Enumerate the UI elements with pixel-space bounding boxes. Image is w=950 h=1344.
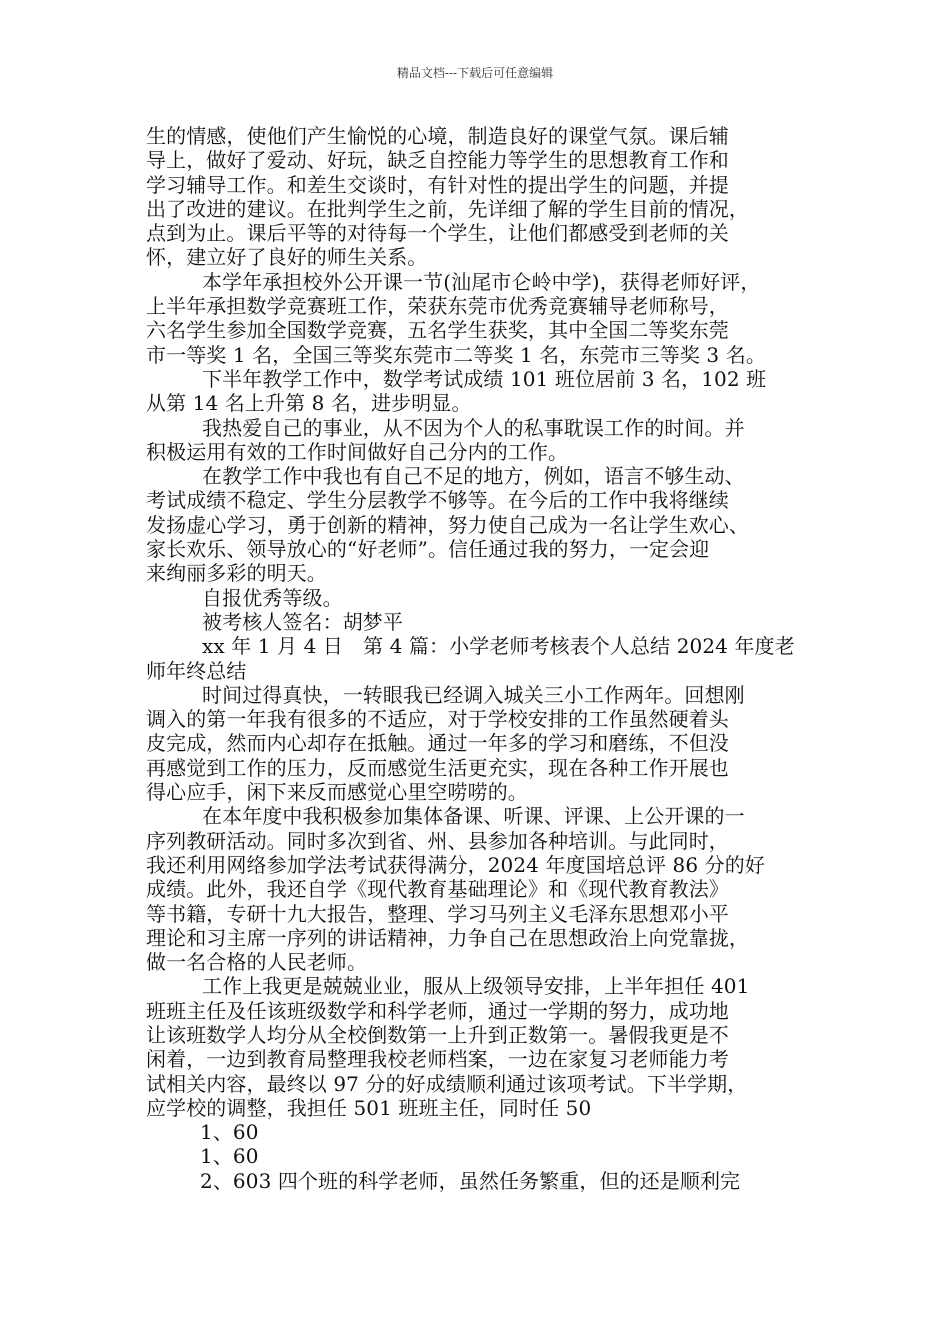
text-line: 上半年承担数学竞赛班工作，荣获东莞市优秀竞赛辅导老师称号， [146, 294, 729, 319]
text-line: 1、60 [200, 1120, 259, 1145]
text-line: 积极运用有效的工作时间做好自己分内的工作。 [146, 439, 569, 464]
text-line: 点到为止。课后平等的对待每一个学生，让他们都感受到老师的关 [146, 221, 729, 246]
text-line: xx 年 1 月 4 日 第 4 篇：小学老师考核表个人总结 2024 年度老 [202, 634, 795, 659]
text-line: 出了改进的建议。在批判学生之前，先详细了解的学生目前的情况， [146, 196, 749, 221]
text-line: 等书籍，专研十九大报告，整理、学习马列主义毛泽东思想邓小平 [146, 901, 729, 926]
text-line: 皮完成，然而内心却存在抵触。通过一年多的学习和磨练，不但没 [146, 731, 729, 756]
text-line: 导上，做好了爱动、好玩，缺乏自控能力等学生的思想教育工作和 [146, 148, 729, 173]
text-line: 本学年承担校外公开课一节(汕尾市仑岭中学)，获得老师好评， [202, 269, 761, 294]
text-line: 从第 14 名上升第 8 名，进步明显。 [146, 391, 472, 416]
text-line: 2、603 四个班的科学老师，虽然任务繁重，但的还是顺利完 [200, 1168, 741, 1193]
text-line: 下半年教学工作中，数学考试成绩 101 班位居前 3 名，102 班 [202, 366, 767, 391]
text-line: 自报优秀等级。 [202, 585, 343, 610]
text-line: 家长欢乐、领导放心的“好老师”。信任通过我的努力，一定会迎 [146, 537, 710, 562]
text-line: 师年终总结 [146, 658, 247, 683]
text-line: 生的情感，使他们产生愉悦的心境，制造良好的课堂气氛。课后辅 [146, 124, 729, 148]
text-line: 在教学工作中我也有自己不足的地方，例如，语言不够生动、 [202, 464, 745, 489]
text-line: 序列教研活动。同时多次到省、州、县参加各种培训。与此同时， [146, 828, 729, 853]
text-line: 来绚丽多彩的明天。 [146, 561, 327, 586]
text-line: 六名学生参加全国数学竞赛，五名学生获奖，其中全国二等奖东莞 [146, 318, 729, 343]
text-line: 被考核人签名：胡梦平 [202, 609, 403, 634]
text-line: 市一等奖 1 名，全国三等奖东莞市二等奖 1 名，东莞市三等奖 3 名。 [146, 342, 766, 367]
text-line: 1、60 [200, 1144, 259, 1169]
page-header: 精品文档---下载后可任意编辑 [396, 66, 554, 80]
text-line: 调入的第一年我有很多的不适应，对于学校安排的工作虽然硬着头 [146, 707, 729, 732]
text-line: 班班主任及任该班级数学和科学老师，通过一学期的努力，成功地 [146, 998, 729, 1023]
text-line: 成绩。此外，我还自学《现代教育基础理论》和《现代教育教法》 [146, 877, 729, 902]
text-line: 应学校的调整，我担任 501 班班主任，同时任 50 [146, 1095, 592, 1120]
text-line: 工作上我更是兢兢业业，服从上级领导安排，上半年担任 401 [202, 974, 750, 999]
text-line: 让该班数学人均分从全校倒数第一上升到正数第一。暑假我更是不 [146, 1022, 729, 1047]
text-line: 理论和习主席一序列的讲话精神，力争自己在思想政治上向党靠拢， [146, 925, 749, 950]
text-line: 我热爱自己的事业，从不因为个人的私事耽误工作的时间。并 [202, 415, 745, 440]
text-line: 闲着，一边到教育局整理我校老师档案，一边在家复习老师能力考 [146, 1047, 729, 1072]
text-line: 发扬虚心学习，勇于创新的精神，努力使自己成为一名让学生欢心、 [146, 512, 749, 537]
text-line: 在本年度中我积极参加集体备课、听课、评课、上公开课的一 [202, 804, 745, 829]
text-line: 怀，建立好了良好的师生关系。 [146, 245, 428, 270]
text-line: 得心应手，闲下来反而感觉心里空唠唠的。 [146, 780, 528, 805]
text-line: 做一名合格的人民老师。 [146, 950, 368, 975]
document-body [146, 124, 826, 1193]
text-line: 再感觉到工作的压力，反而感觉生活更充实，现在各种工作开展也 [146, 755, 729, 780]
text-line: 考试成绩不稳定、学生分层教学不够等。在今后的工作中我将继续 [146, 488, 729, 513]
text-line: 我还利用网络参加学法考试获得满分，2024 年度国培总评 86 分的好 [146, 852, 765, 877]
text-line: 时间过得真快，一转眼我已经调入城关三小工作两年。回想刚 [202, 682, 745, 707]
text-line: 试相关内容，最终以 97 分的好成绩顺利通过该项考试。下半学期， [146, 1071, 748, 1096]
text-line: 学习辅导工作。和差生交谈时，有针对性的提出学生的问题，并提 [146, 172, 729, 197]
